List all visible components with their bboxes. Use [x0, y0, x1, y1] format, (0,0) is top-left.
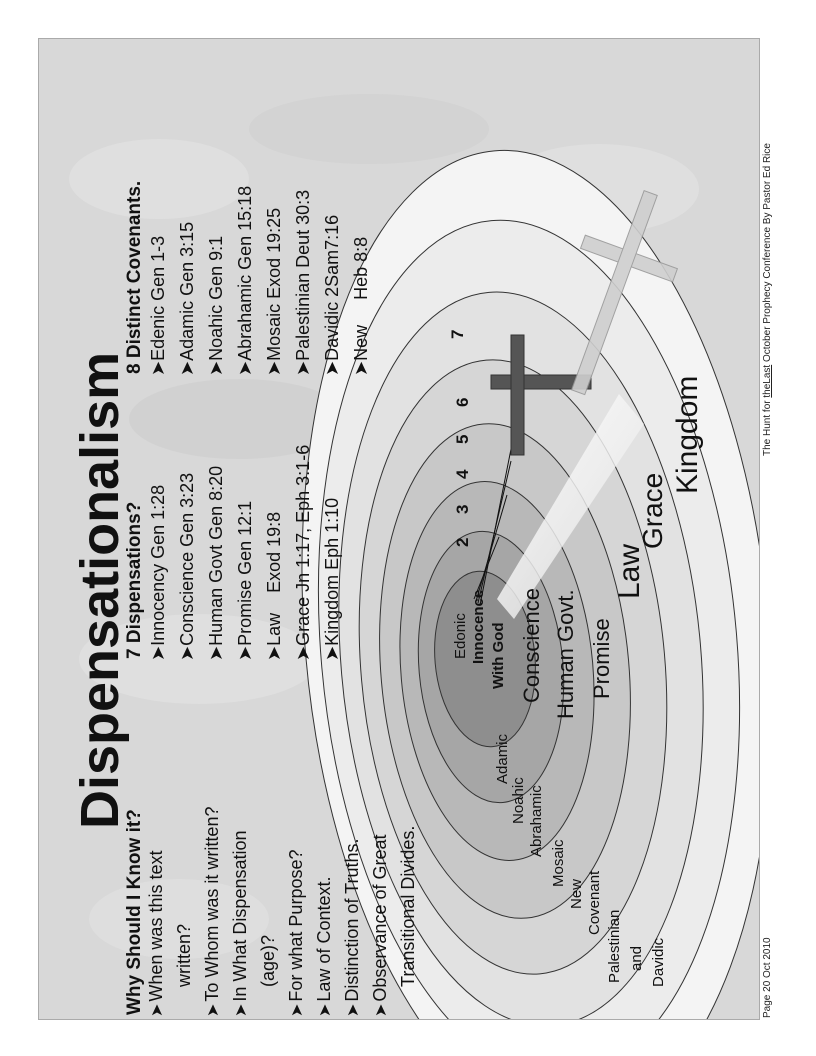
dispensation-item: ➤Innocency Gen 1:28	[148, 484, 168, 661]
why-item-line	[399, 826, 417, 987]
bullet-arrow-icon: ➤	[345, 1003, 362, 1017]
bullet-arrow-icon: ➤	[205, 1003, 222, 1017]
why-item-text: For what Purpose?	[286, 849, 306, 1002]
label-law: Law	[613, 543, 646, 599]
footer-right-underlined: theLast	[762, 364, 773, 398]
rotated-content	[39, 39, 759, 1019]
why-item-line	[287, 850, 306, 1017]
why-item-text: Law of Context.	[314, 876, 334, 1002]
dispensation-item: ➤Law Exod 19:8	[264, 511, 284, 661]
number-5: 5	[453, 434, 472, 444]
footer-right	[762, 143, 773, 456]
why-item-line	[343, 839, 362, 1017]
dispensation-item: ➤Human Govt Gen 8:20	[206, 465, 226, 661]
covenant-item: ➤Palestinian Deut 30:3	[293, 189, 313, 376]
number-2: 2	[453, 537, 472, 547]
label-davidic: Davidic	[650, 937, 667, 987]
covenant-item: ➤Davidic 2Sam7:16	[322, 214, 342, 376]
footer-right-post: October Prophecy Conference By Pastor Ed Rice	[762, 143, 773, 365]
label-abrahamic: Abrahamic	[528, 785, 545, 857]
label-and: and	[628, 945, 645, 971]
label-innocence: Innocence	[470, 589, 487, 664]
why-item-line	[147, 851, 166, 1017]
why-heading: Why Should I Know it?	[124, 809, 145, 1015]
covenant-item: ➤Mosaic Exod 19:25	[264, 207, 284, 376]
footer-left: Page 20 Oct 2010	[762, 937, 773, 1018]
covenant-item: ➤New Heb 8:8	[351, 236, 371, 376]
why-item-text: In What Dispensation	[230, 830, 250, 1002]
label-human-govt: Human Govt.	[553, 589, 578, 719]
footer-right-pre: The Hunt for	[762, 397, 773, 456]
number-6: 6	[453, 397, 472, 407]
why-item-text: Transitional Divides.	[398, 825, 418, 987]
covenant-item: ➤Edenic Gen 1-3	[148, 235, 168, 376]
why-item-line	[259, 935, 277, 987]
label-edonic: Edonic	[452, 613, 469, 659]
label-new: New	[568, 878, 585, 909]
why-item-text: (age)?	[258, 934, 278, 987]
covenants-heading: 8 Distinct Covenants.	[124, 180, 145, 374]
dispensation-item: ➤Conscience Gen 3:23	[177, 472, 197, 661]
why-item-text: Observance of Great	[370, 834, 390, 1002]
label-kingdom: Kingdom	[671, 375, 704, 494]
bullet-arrow-icon: ➤	[289, 1003, 306, 1017]
number-3: 3	[453, 504, 472, 514]
label-palestinian: Palestinian	[606, 909, 623, 983]
bullet-arrow-icon: ➤	[149, 1003, 166, 1017]
label-covenant: Covenant	[586, 870, 603, 935]
slide	[38, 38, 760, 1020]
number-7: 7	[448, 329, 467, 339]
covenant-item: ➤Noahic Gen 9:1	[206, 235, 226, 376]
label-noahic: Noahic	[510, 777, 527, 824]
label-mosaic: Mosaic	[550, 839, 567, 887]
label-with-god: With God	[490, 622, 507, 689]
dispensation-item: ➤Grace Jn 1:17, Eph 3:1-6	[293, 444, 313, 661]
dispensation-item: ➤Promise Gen 12:1	[235, 500, 255, 661]
covenant-item: ➤Adamic Gen 3:15	[177, 221, 197, 376]
why-item-line	[371, 835, 390, 1018]
why-item-line	[231, 831, 250, 1018]
label-promise: Promise	[589, 618, 614, 699]
why-item-text: To Whom was it written?	[202, 806, 222, 1002]
label-grace: Grace	[637, 472, 668, 549]
bullet-arrow-icon: ➤	[373, 1003, 390, 1017]
dispensation-item: ➤Kingdom Eph 1:10	[322, 497, 342, 661]
bullet-arrow-icon: ➤	[233, 1003, 250, 1017]
why-item-text: written?	[174, 923, 194, 987]
why-item-line	[203, 807, 222, 1017]
label-conscience: Conscience	[519, 588, 544, 703]
why-item-text: When was this text	[146, 850, 166, 1002]
why-item-line	[175, 924, 193, 987]
bullet-arrow-icon: ➤	[317, 1003, 334, 1017]
dispensations-heading: 7 Dispensations?	[124, 501, 145, 659]
number-4: 4	[453, 469, 472, 479]
why-item-line	[315, 877, 334, 1017]
label-adamic: Adamic	[494, 733, 511, 784]
covenant-item: ➤Abrahamic Gen 15:18	[235, 185, 255, 376]
page-title: Dispensationalism	[70, 351, 130, 829]
why-item-text: Distinction of Truths.	[342, 838, 362, 1002]
